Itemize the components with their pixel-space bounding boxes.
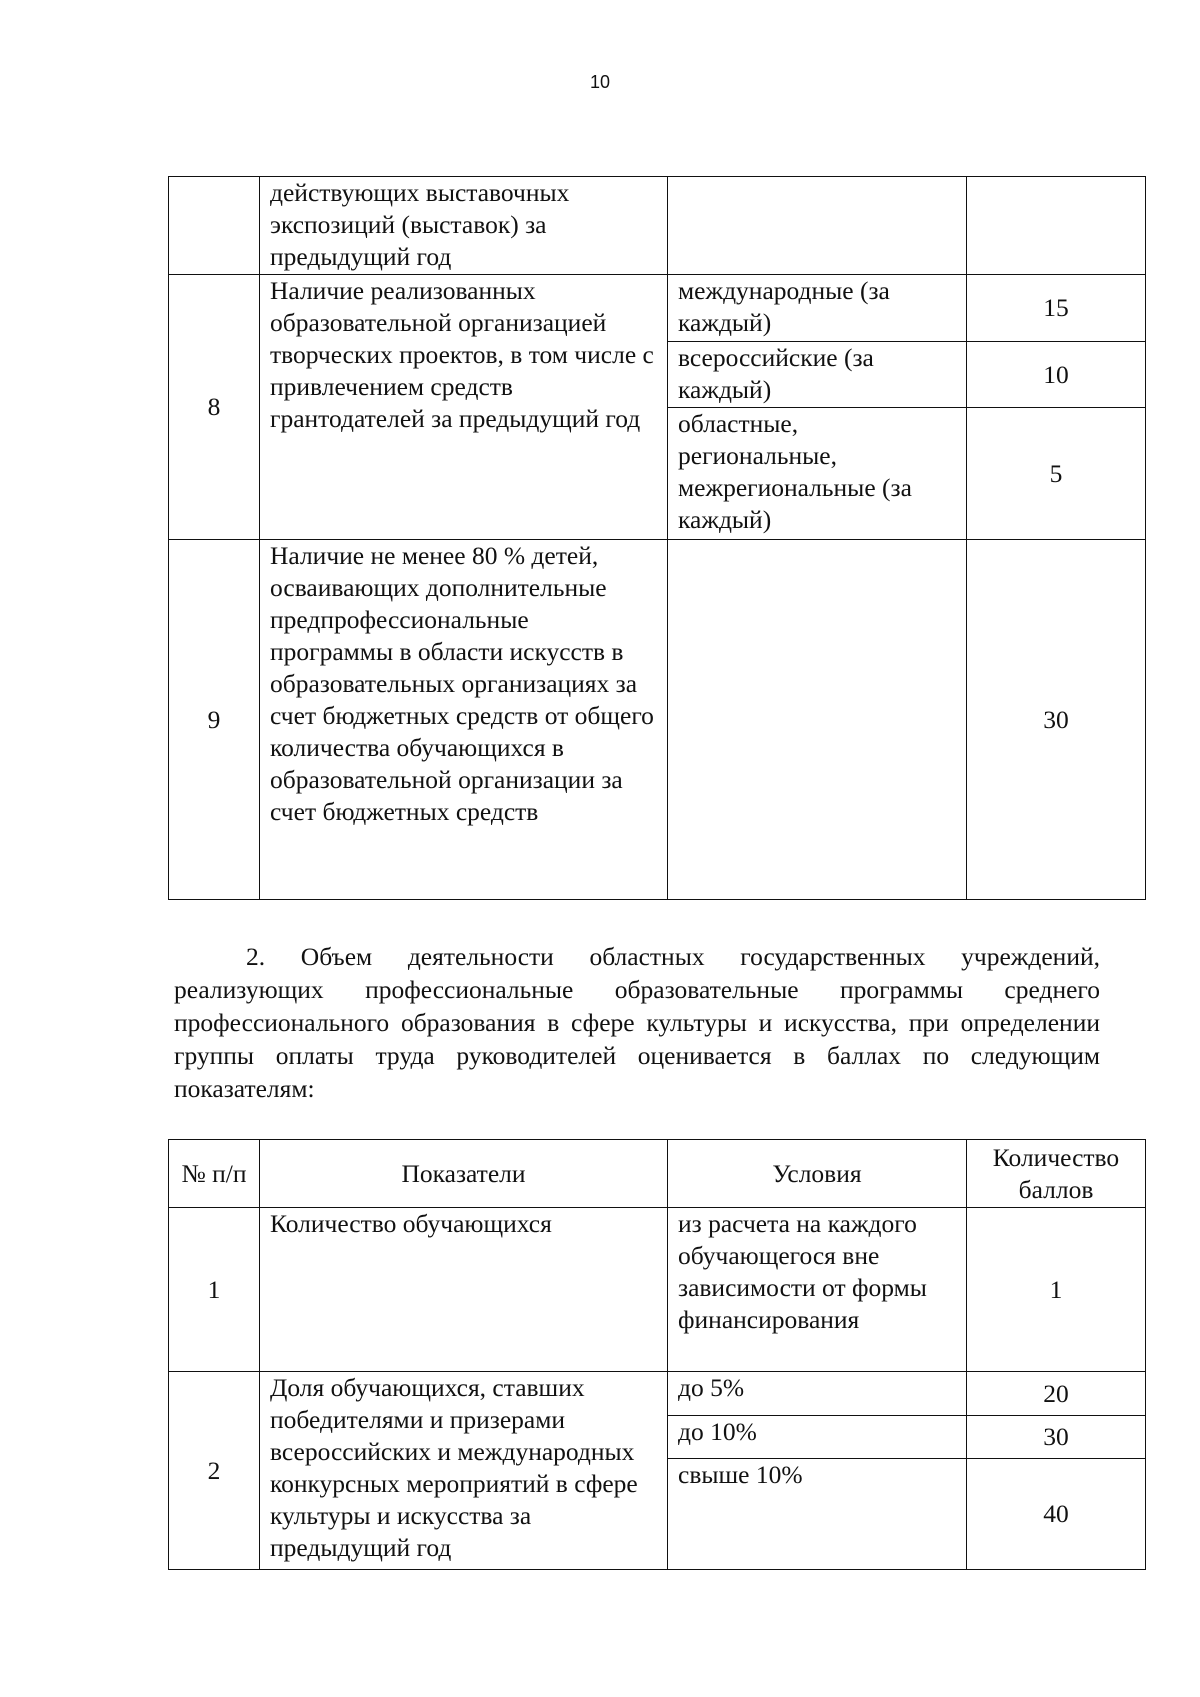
- condition-cell: [668, 177, 967, 275]
- points-cell: 10: [967, 342, 1146, 408]
- condition-cell: областные, региональные, межрегиональные (за каждый): [668, 408, 967, 540]
- points-cell: 40: [967, 1459, 1146, 1570]
- table-row: [169, 177, 1146, 275]
- indicator-cell: Наличие не менее 80 % детей, осваивающих дополнительные предпрофессиональные программы в области искусств в образовательных организациях за счет бюджетных средств от общего количества обучающихся в образовательной организации за счет бюджетных средств: [260, 540, 668, 900]
- condition-cell: свыше 10%: [668, 1459, 967, 1570]
- page-number: 10: [589, 72, 611, 92]
- points-cell: 5: [967, 408, 1146, 540]
- header-indicator: Показатели: [260, 1140, 668, 1208]
- points-cell: 15: [967, 275, 1146, 342]
- points-cell: 20: [967, 1372, 1146, 1416]
- points-cell: 1: [967, 1208, 1146, 1372]
- points-cell: [967, 177, 1146, 275]
- points-cell: 30: [967, 540, 1146, 900]
- table-row: [169, 540, 1146, 900]
- points-cell: 30: [967, 1416, 1146, 1459]
- indicator-cell: действующих выставочных экспозиций (выставок) за предыдущий год: [260, 177, 668, 275]
- row-number: 9: [169, 540, 260, 900]
- row-number: [169, 177, 260, 275]
- row-number: 1: [169, 1208, 260, 1372]
- indicator-cell: Наличие реализованных образовательной организацией творческих проектов, в том числе с привлечением средств грантодателей за предыдущий год: [260, 275, 668, 540]
- section-paragraph: 2. Объем деятельности областных государственных учреждений, реализующих профессиональные образовательные программы среднего профессионального образования в сфере культуры и искусства, при определении группы оплаты труда руководителей оценивается в баллах по следующим показателям:: [174, 942, 1100, 1103]
- indicators-table-continued: [168, 176, 1146, 900]
- header-number: № п/п: [169, 1140, 260, 1208]
- table-row: [169, 1208, 1146, 1372]
- condition-cell: международные (за каждый): [668, 275, 967, 342]
- indicators-table: [168, 1139, 1146, 1570]
- header-conditions: Условия: [668, 1140, 967, 1208]
- table-row: [169, 1372, 1146, 1416]
- condition-cell: до 10%: [668, 1416, 967, 1459]
- condition-cell: из расчета на каждого обучающегося вне зависимости от формы финансирования: [668, 1208, 967, 1372]
- condition-cell: до 5%: [668, 1372, 967, 1416]
- row-number: 8: [169, 275, 260, 540]
- indicator-cell: Доля обучающихся, ставших победителями и призерами всероссийских и международных конкурсных мероприятий в сфере культуры и искусства за предыдущий год: [260, 1372, 668, 1570]
- table-header-row: [169, 1140, 1146, 1208]
- table-row: [169, 275, 1146, 342]
- header-points: Количество баллов: [967, 1140, 1146, 1208]
- row-number: 2: [169, 1372, 260, 1570]
- condition-cell: [668, 540, 967, 900]
- indicator-cell: Количество обучающихся: [260, 1208, 668, 1372]
- condition-cell: всероссийские (за каждый): [668, 342, 967, 408]
